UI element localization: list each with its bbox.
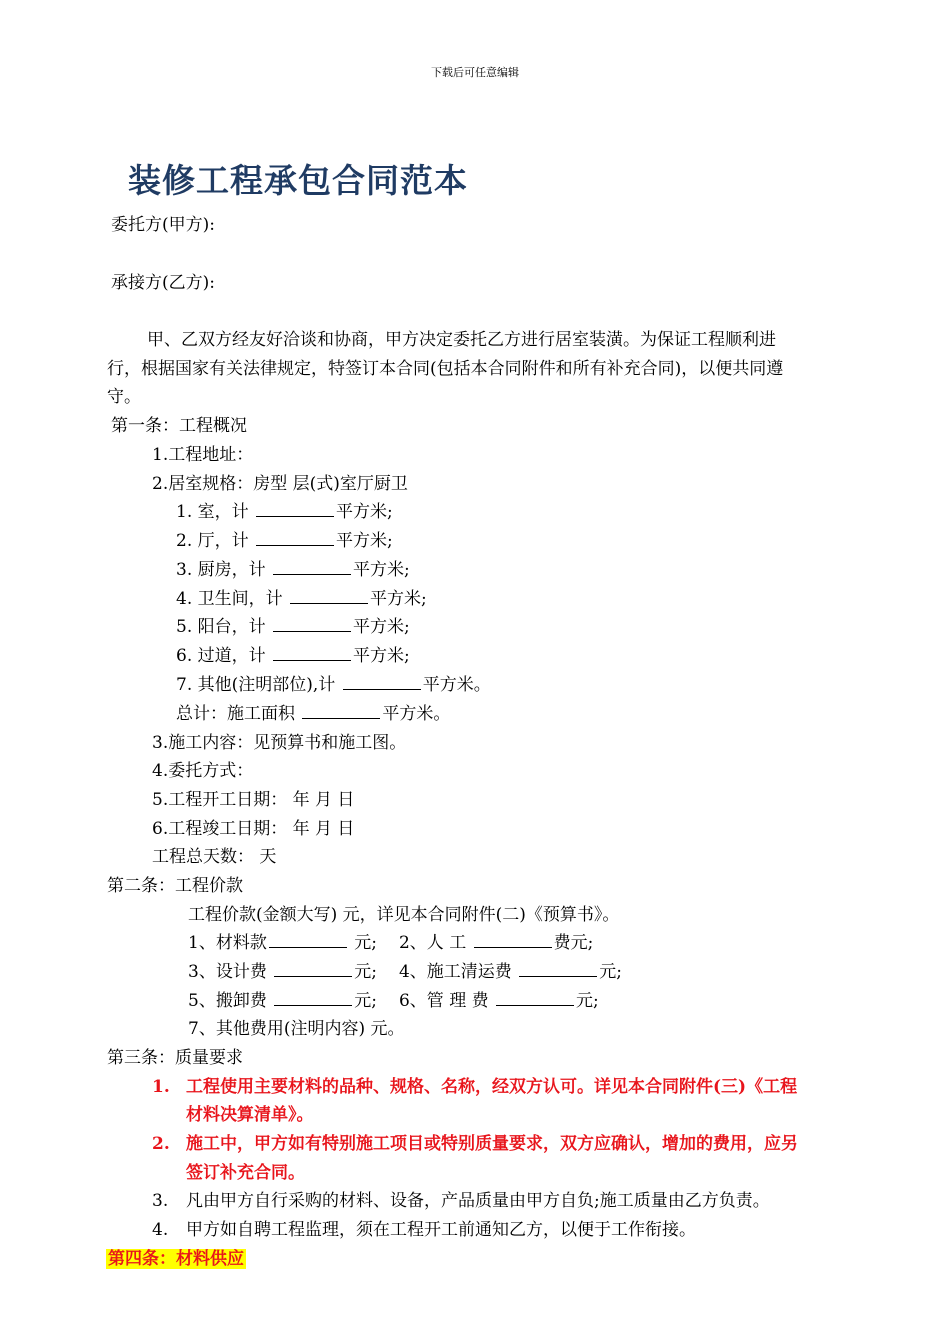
fill-blank [496, 990, 574, 1006]
fill-blank [256, 530, 334, 546]
fill-blank [474, 932, 552, 948]
fill-blank [273, 645, 351, 661]
quality-item-continued: 签订补充合同。 [186, 1163, 305, 1183]
quality-item: 3. 凡由甲方自行采购的材料、设备，产品质量由甲方自负;施工质量由乙方负责。 [152, 1191, 770, 1211]
commission-method: 4.委托方式： [152, 761, 254, 781]
article-3-heading: 第三条：质量要求 [107, 1048, 243, 1068]
fill-blank [519, 961, 597, 977]
quality-item: 4. 甲方如自聘工程监理，须在工程开工前通知乙方，以便于工作衔接。 [152, 1220, 696, 1240]
article-4-heading [106, 1248, 246, 1270]
fill-blank [256, 501, 334, 517]
party-b-label: 承接方(乙方): [111, 273, 215, 293]
intro-paragraph-line-3: 守。 [107, 387, 141, 407]
fill-blank [274, 961, 352, 977]
fill-blank [273, 616, 351, 632]
fee-row: 1、材料款 元; 2、人 工 费元; [188, 933, 594, 953]
fill-blank [343, 674, 421, 690]
quality-item: 1. 工程使用主要材料的品种、规格、名称，经双方认可。详见本合同附件(三)《工程 [152, 1077, 798, 1097]
fill-blank [302, 703, 380, 719]
page-header: 下载后可任意编辑 [431, 66, 519, 79]
room-item: 6. 过道，计 平方米; [176, 646, 410, 666]
fill-blank [274, 990, 352, 1006]
party-a-label: 委托方(甲方): [111, 215, 215, 235]
fill-blank [269, 932, 347, 948]
room-item: 2. 厅，计 平方米; [176, 531, 393, 551]
room-item: 4. 卫生间，计 平方米; [176, 589, 427, 609]
project-address: 1.工程地址： [152, 445, 254, 465]
room-spec: 2.居室规格：房型 层(式)室厅厨卫 [152, 474, 408, 494]
other-fees: 7、其他费用(注明内容) 元。 [188, 1019, 405, 1039]
total-days: 工程总天数： 天 [152, 847, 277, 867]
room-item: 1. 室，计 平方米; [176, 502, 393, 522]
completion-date: 6.工程竣工日期： 年 月 日 [152, 819, 355, 839]
intro-paragraph-line-2: 行，根据国家有关法律规定，特签订本合同(包括本合同附件和所有补充合同)，以便共同遵 [107, 359, 784, 379]
room-item: 3. 厨房，计 平方米; [176, 560, 410, 580]
document-title: 装修工程承包合同范本 [128, 161, 468, 200]
fill-blank [273, 559, 351, 575]
fill-blank [290, 588, 368, 604]
fee-row: 3、设计费 元; 4、施工清运费 元; [188, 962, 622, 982]
article-1-heading: 第一条：工程概况 [111, 416, 247, 436]
construction-content: 3.施工内容：见预算书和施工图。 [152, 733, 407, 753]
quality-item: 2. 施工中，甲方如有特别施工项目或特别质量要求，双方应确认，增加的费用，应另 [152, 1134, 798, 1154]
start-date: 5.工程开工日期： 年 月 日 [152, 790, 355, 810]
intro-paragraph-line-1: 甲、乙双方经友好洽谈和协商，甲方决定委托乙方进行居室装潢。为保证工程顺利进 [147, 330, 776, 350]
room-item: 7. 其他(注明部位),计 平方米。 [176, 675, 491, 695]
article-2-heading: 第二条：工程价款 [107, 876, 243, 896]
room-item: 5. 阳台，计 平方米; [176, 617, 410, 637]
total-area: 总计：施工面积 平方米。 [176, 704, 451, 724]
highlighted-heading: 第四条：材料供应 [108, 1249, 244, 1269]
price-description: 工程价款(金额大写) 元，详见本合同附件(二)《预算书》。 [188, 905, 620, 925]
fee-row: 5、搬卸费 元; 6、管 理 费 元; [188, 991, 599, 1011]
quality-item-continued: 材料决算清单》。 [186, 1105, 314, 1125]
